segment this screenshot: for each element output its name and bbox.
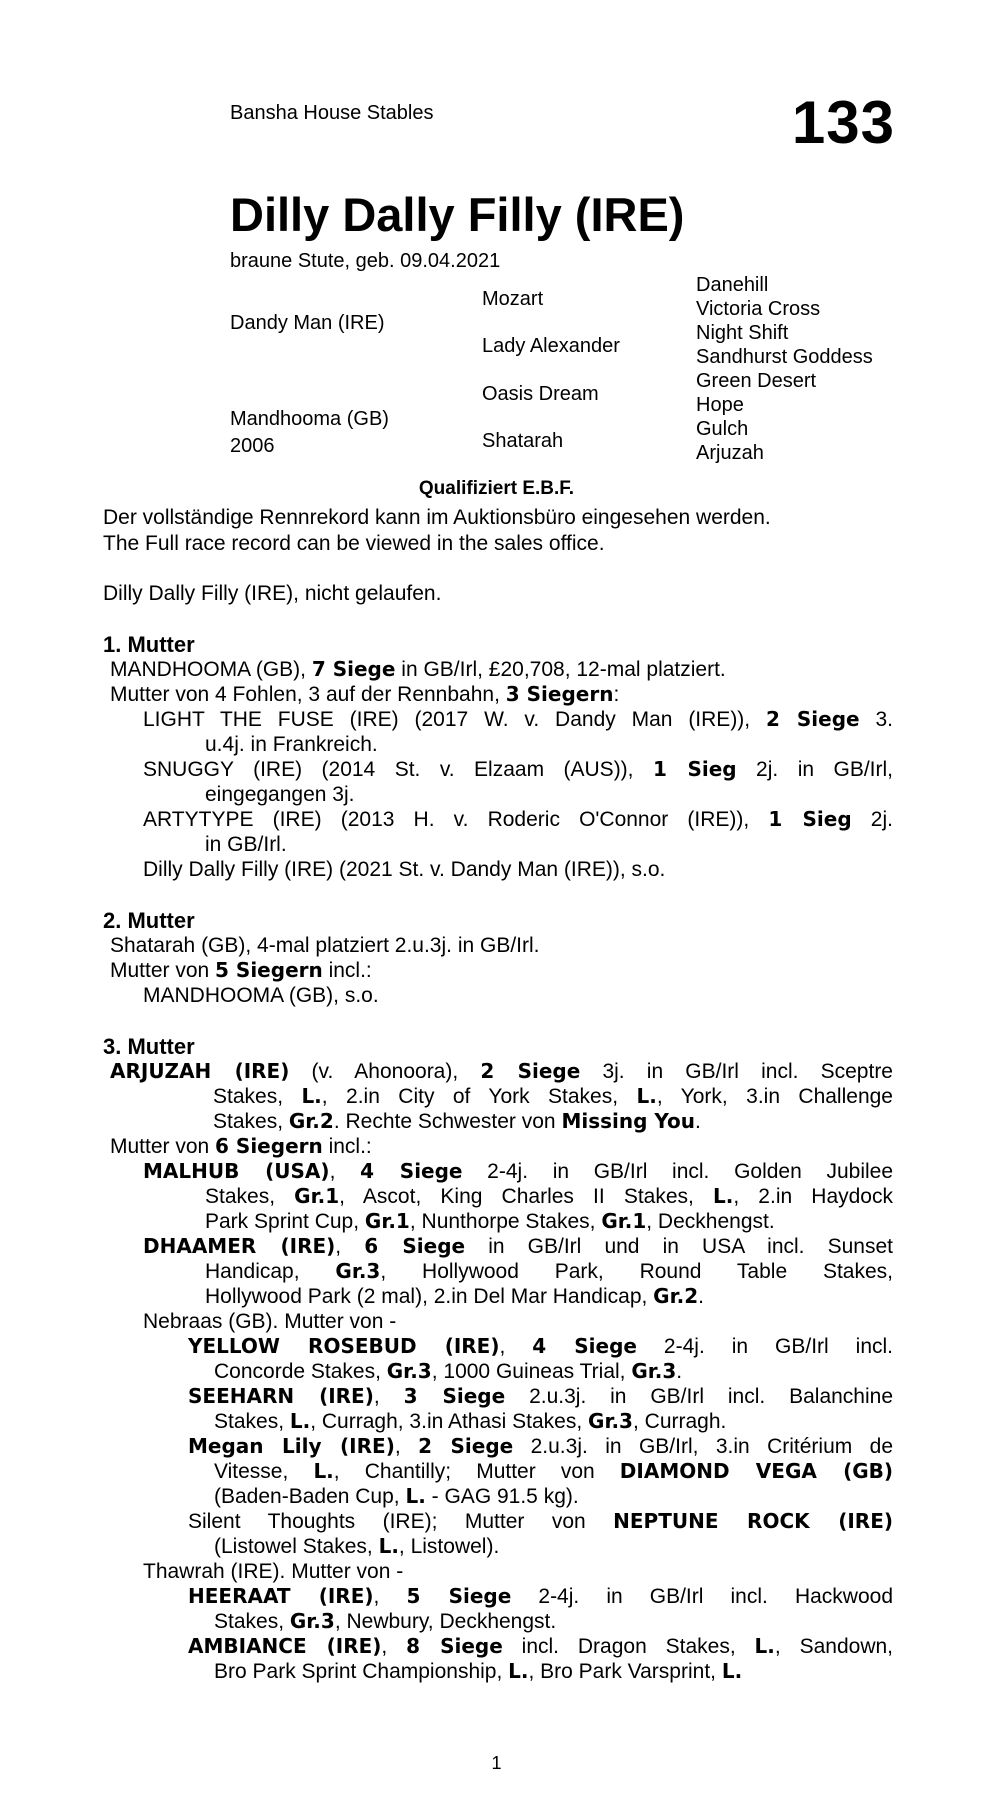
list-item: SEEHARN (IRE), 3 Siege 2.u.3j. in GB/Irl incl. Balanchine Stakes, L., Curragh, 3.in Athasi Stakes, Gr.3, Curragh. xyxy=(188,1384,893,1433)
section-heading: 3. Mutter xyxy=(103,1034,195,1059)
list-item: ARTYTYPE (IRE) (2013 H. v. Roderic O'Connor (IRE)), 1 Sieg 2j. in GB/Irl. xyxy=(143,807,893,856)
horse-description: braune Stute, geb. 09.04.2021 xyxy=(230,250,501,272)
page-number: 1 xyxy=(491,1753,502,1773)
list-item: DHAAMER (IRE), 6 Siege in GB/Irl und in USA incl. Sunset Handicap, Gr.3, Hollywood Park, Round Table Stakes, Hollywood Park (2 mal), 2.in Del Mar Handicap, Gr.2. xyxy=(143,1234,894,1308)
pedigree-grandparent: Shatarah xyxy=(482,430,564,452)
pedigree-great-grandparent: Night Shift xyxy=(696,322,789,344)
intro-line-en: The Full race record can be viewed in the sales office. xyxy=(103,532,605,555)
pedigree-great-grandparent: Gulch xyxy=(696,418,749,440)
second-dam-record: Shatarah (GB), 4-mal platziert 2.u.3j. in GB/Irl. xyxy=(110,934,540,957)
first-dam-record: MANDHOOMA (GB), 7 Siege in GB/Irl, £20,708, 12-mal platziert. xyxy=(110,657,726,681)
pedigree-great-grandparent: Hope xyxy=(696,394,744,416)
pedigree-grandparent: Mozart xyxy=(482,288,544,310)
third-dam-record: ARJUZAH (IRE) (v. Ahonoora), 2 Siege 3j. in GB/Irl incl. Sceptre Stakes, L., 2.in City of York Stakes, L., York, 3.in Challenge Stakes, Gr.2. Rechte Schwester von Missing You. xyxy=(110,1059,893,1133)
qualification: Qualifiziert E.B.F. xyxy=(418,478,575,499)
second-dam-produce: Mutter von 5 Siegern incl.: xyxy=(110,958,372,982)
first-dam-produce: Mutter von 4 Fohlen, 3 auf der Rennbahn, 3 Siegern: xyxy=(110,682,620,706)
section-heading: 2. Mutter xyxy=(103,908,195,933)
list-item: MANDHOOMA (GB), s.o. xyxy=(143,984,379,1007)
list-item: SNUGGY (IRE) (2014 St. v. Elzaam (AUS)), 1 Sieg 2j. in GB/Irl, eingegangen 3j. xyxy=(143,757,893,806)
list-item: Silent Thoughts (IRE); Mutter von NEPTUNE ROCK (IRE) (Listowel Stakes, L., Listowel). xyxy=(188,1509,893,1558)
consignor-name: Bansha House Stables xyxy=(230,102,434,124)
horse-name: Dilly Dally Filly (IRE) xyxy=(230,188,685,241)
third-dam-produce: Mutter von 6 Siegern incl.: xyxy=(110,1134,372,1158)
list-item: YELLOW ROSEBUD (IRE), 4 Siege 2-4j. in GB/Irl incl. Concorde Stakes, Gr.3, 1000 Guineas Trial, Gr.3. xyxy=(188,1334,893,1383)
list-item: MALHUB (USA), 4 Siege 2-4j. in GB/Irl incl. Golden Jubilee Stakes, Gr.1, Ascot, King Charles II Stakes, L., 2.in Haydock Park Sprint Cup, Gr.1, Nunthorpe Stakes, Gr.1, Deckhengst. xyxy=(143,1159,894,1233)
list-item: LIGHT THE FUSE (IRE) (2017 W. v. Dandy Man (IRE)), 2 Siege 3. u.4j. in Frankreich. xyxy=(143,707,893,756)
intro-line-de: Der vollständige Rennrekord kann im Auktionsbüro eingesehen werden. xyxy=(103,506,771,529)
pedigree-great-grandparent: Arjuzah xyxy=(696,442,764,464)
list-item: Dilly Dally Filly (IRE) (2021 St. v. Dandy Man (IRE)), s.o. xyxy=(143,858,666,881)
list-item: AMBIANCE (IRE), 8 Siege incl. Dragon Stakes, L., Sandown, Bro Park Sprint Championship, L., Bro Park Varsprint, L. xyxy=(188,1634,894,1683)
pedigree-great-grandparent: Danehill xyxy=(696,274,769,296)
section-heading: 1. Mutter xyxy=(103,632,195,657)
pedigree-great-grandparent: Victoria Cross xyxy=(696,298,821,320)
pedigree-sire: Dandy Man (IRE) xyxy=(230,312,385,334)
race-status: Dilly Dally Filly (IRE), nicht gelaufen. xyxy=(103,582,442,605)
list-item: Megan Lily (IRE), 2 Siege 2.u.3j. in GB/Irl, 3.in Critérium de Vitesse, L., Chantilly; Mutter von DIAMOND VEGA (GB) (Baden-Baden Cup, L. - GAG 91.5 kg). xyxy=(188,1434,894,1508)
pedigree-great-grandparent: Green Desert xyxy=(696,370,817,392)
pedigree-great-grandparent: Sandhurst Goddess xyxy=(696,346,873,368)
list-item: HEERAAT (IRE), 5 Siege 2-4j. in GB/Irl incl. Hackwood Stakes, Gr.3, Newbury, Deckhengst. xyxy=(188,1584,893,1633)
list-item: Thawrah (IRE). Mutter von - xyxy=(143,1560,404,1583)
pedigree-dam: Mandhooma (GB) xyxy=(230,408,389,430)
pedigree-grandparent: Oasis Dream xyxy=(482,383,599,405)
list-item: Nebraas (GB). Mutter von - xyxy=(143,1310,397,1333)
lot-number: 133 xyxy=(791,89,895,156)
pedigree-grandparent: Lady Alexander xyxy=(482,335,620,357)
pedigree-dam-year: 2006 xyxy=(230,435,275,457)
